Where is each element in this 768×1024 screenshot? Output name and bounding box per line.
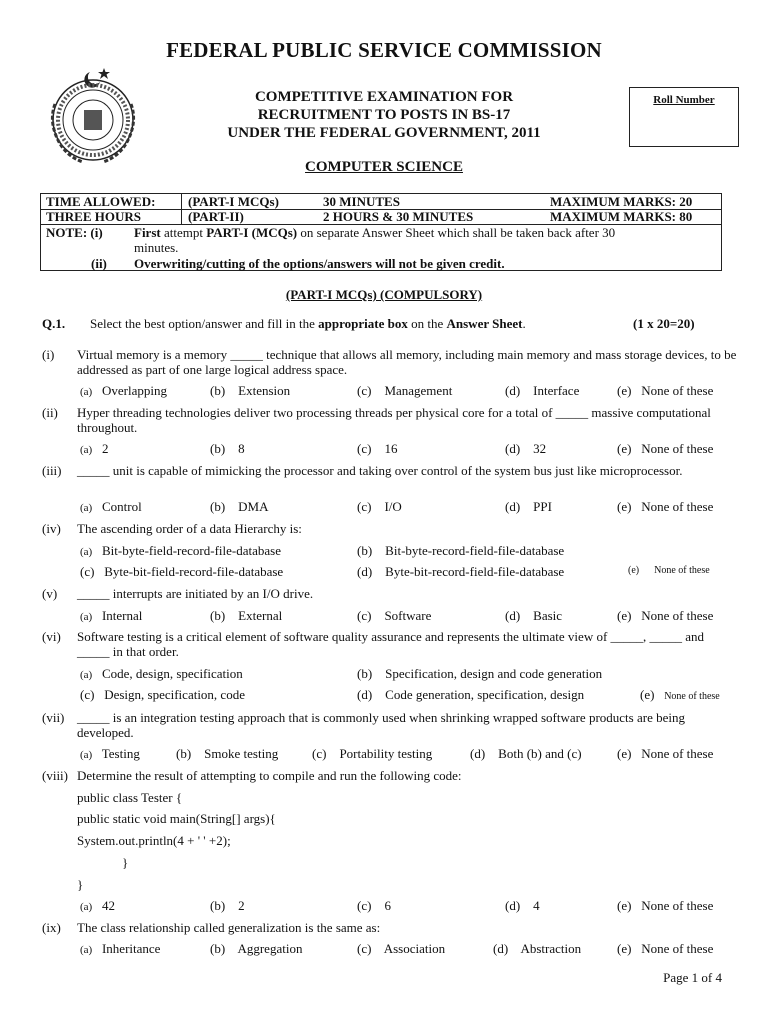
option-d[interactable]: (d) Abstraction	[493, 941, 582, 956]
question-text: The ascending order of a data Hierarchy is:	[77, 521, 302, 536]
question-text: _____ unit is capable of mimicking the processor and taking over control of the system bus just like microprocessor.	[77, 463, 683, 478]
option-a[interactable]: (a) Overlapping	[80, 383, 167, 398]
code-line: }	[77, 877, 84, 892]
option-b[interactable]: (b) Smoke testing	[176, 746, 279, 761]
section-heading: (PART-I MCQs) (COMPULSORY)	[285, 287, 483, 302]
page-number: Page 1 of 4	[663, 970, 722, 985]
question-number: (v)	[42, 586, 58, 601]
question-text: Hyper threading technologies deliver two processing threads per physical core for a total of _____ massive computational throughout.	[77, 405, 711, 435]
note-2: Overwriting/cutting of the options/answers will not be given credit.	[134, 256, 505, 271]
fpsc-seal-logo	[40, 64, 146, 170]
q1-instruction: Select the best option/answer and fill in the appropriate box on the Answer Sheet.	[90, 316, 526, 331]
option-a[interactable]: (a) 42	[80, 898, 115, 913]
code-line: System.out.println(4 + ' ' +2);	[77, 833, 231, 848]
option-e[interactable]: (e) None of these	[617, 941, 714, 956]
q1-number: Q.1.	[42, 316, 66, 331]
subject-title: COMPUTER SCIENCE	[305, 159, 463, 175]
option-d[interactable]: (d) Code generation, specification, design	[357, 687, 585, 702]
option-c[interactable]: (c) I/O	[357, 499, 402, 514]
exam-info-table	[40, 193, 722, 271]
option-b[interactable]: (b) Specification, design and code generation	[357, 666, 603, 681]
option-a[interactable]: (a) Bit-byte-field-record-file-database	[80, 543, 281, 558]
option-b[interactable]: (b) 2	[210, 898, 245, 913]
option-d[interactable]: (d) Basic	[505, 608, 563, 623]
option-c[interactable]: (c) Software	[357, 608, 432, 623]
exam-line-2: RECRUITMENT TO POSTS IN BS-17	[257, 107, 511, 123]
exam-line-3: UNDER THE FEDERAL GOVERNMENT, 2011	[227, 125, 541, 141]
option-e[interactable]: (e) None of these	[617, 383, 714, 398]
option-d[interactable]: (d) Both (b) and (c)	[470, 746, 582, 761]
question-text: The class relationship called generalization is the same as:	[77, 920, 381, 935]
part1-marks: MAXIMUM MARKS: 20	[550, 194, 693, 209]
option-b[interactable]: (b) External	[210, 608, 283, 623]
three-hours-label: THREE HOURS	[46, 209, 141, 224]
question-text: Virtual memory is a memory _____ technique that allows all memory, including main memory and mass storage devices, to be addressed as part of one large logical address space.	[77, 347, 737, 377]
option-b[interactable]: (b) 8	[210, 441, 245, 456]
option-c[interactable]: (c) 16	[357, 441, 398, 456]
option-a[interactable]: (a) Control	[80, 499, 142, 514]
question-number: (ii)	[42, 405, 58, 420]
question-number: (viii)	[42, 768, 68, 783]
question-number: (iii)	[42, 463, 62, 478]
question-text: Software testing is a critical element of software quality assurance and represents the ultimate view of _____, _____ and _____ in that order.	[77, 629, 705, 659]
option-a[interactable]: (a) Internal	[80, 608, 143, 623]
option-e[interactable]: (e) None of these	[617, 499, 714, 514]
part2-marks: MAXIMUM MARKS: 80	[550, 209, 693, 224]
option-c[interactable]: (c) Association	[357, 941, 446, 956]
exam-line-1: COMPETITIVE EXAMINATION FOR	[254, 89, 514, 105]
question-number: (ix)	[42, 920, 61, 935]
option-e[interactable]: (e) None of these	[628, 565, 710, 576]
question-text: _____ interrupts are initiated by an I/O drive.	[77, 586, 314, 601]
option-a[interactable]: (a) 2	[80, 441, 109, 456]
option-a[interactable]: (a) Inheritance	[80, 941, 161, 956]
note-2-label: (ii)	[91, 256, 107, 271]
note-label: NOTE: (i)	[46, 225, 103, 240]
note-1: First attempt PART-I (MCQs) on separate Answer Sheet which shall be taken back after 30 minutes.	[134, 225, 616, 255]
option-d[interactable]: (d) Byte-bit-record-field-file-database	[357, 564, 565, 579]
option-b[interactable]: (b) DMA	[210, 499, 269, 514]
question-text: _____ is an integration testing approach that is commonly used when shrinking wrapped software products are being developed.	[77, 710, 685, 740]
option-a[interactable]: (a) Code, design, specification	[80, 666, 243, 681]
question-number: (i)	[42, 347, 55, 362]
option-b[interactable]: (b) Aggregation	[210, 941, 303, 956]
roll-number-box[interactable]	[629, 87, 739, 147]
option-e[interactable]: (e) None of these	[617, 608, 714, 623]
question-number: (vi)	[42, 629, 61, 644]
option-e[interactable]: (e) None of these	[640, 687, 720, 702]
option-c[interactable]: (c) Design, specification, code	[80, 687, 245, 702]
part1-time: 30 MINUTES	[323, 194, 400, 209]
option-d[interactable]: (d) 32	[505, 441, 547, 456]
option-b[interactable]: (b) Extension	[210, 383, 291, 398]
option-c[interactable]: (c) Management	[357, 383, 453, 398]
time-allowed-label: TIME ALLOWED:	[46, 194, 156, 209]
q1-marks: (1 x 20=20)	[633, 316, 695, 331]
option-d[interactable]: (d) PPI	[505, 499, 552, 514]
roll-number-label: Roll Number	[653, 94, 715, 106]
option-e[interactable]: (e) None of these	[617, 898, 714, 913]
code-line: public class Tester {	[77, 790, 183, 805]
part2-time: 2 HOURS & 30 MINUTES	[323, 209, 474, 224]
code-line: }	[122, 855, 129, 870]
question-text: Determine the result of attempting to compile and run the following code:	[77, 768, 462, 783]
question-number: (iv)	[42, 521, 61, 536]
document-title: FEDERAL PUBLIC SERVICE COMMISSION	[166, 38, 602, 62]
question-number: (vii)	[42, 710, 65, 725]
code-line: public static void main(String[] args){	[77, 811, 276, 826]
option-c[interactable]: (c) Portability testing	[312, 746, 433, 761]
option-a[interactable]: (a) Testing	[80, 746, 140, 761]
option-d[interactable]: (d) 4	[505, 898, 540, 913]
option-c[interactable]: (c) 6	[357, 898, 391, 913]
option-e[interactable]: (e) None of these	[617, 441, 714, 456]
option-e[interactable]: (e) None of these	[617, 746, 714, 761]
part2-label: (PART-II)	[188, 209, 244, 224]
option-c[interactable]: (c) Byte-bit-field-record-file-database	[80, 564, 284, 579]
option-d[interactable]: (d) Interface	[505, 383, 580, 398]
option-b[interactable]: (b) Bit-byte-record-field-file-database	[357, 543, 565, 558]
part1-label: (PART-I MCQs)	[188, 194, 279, 209]
